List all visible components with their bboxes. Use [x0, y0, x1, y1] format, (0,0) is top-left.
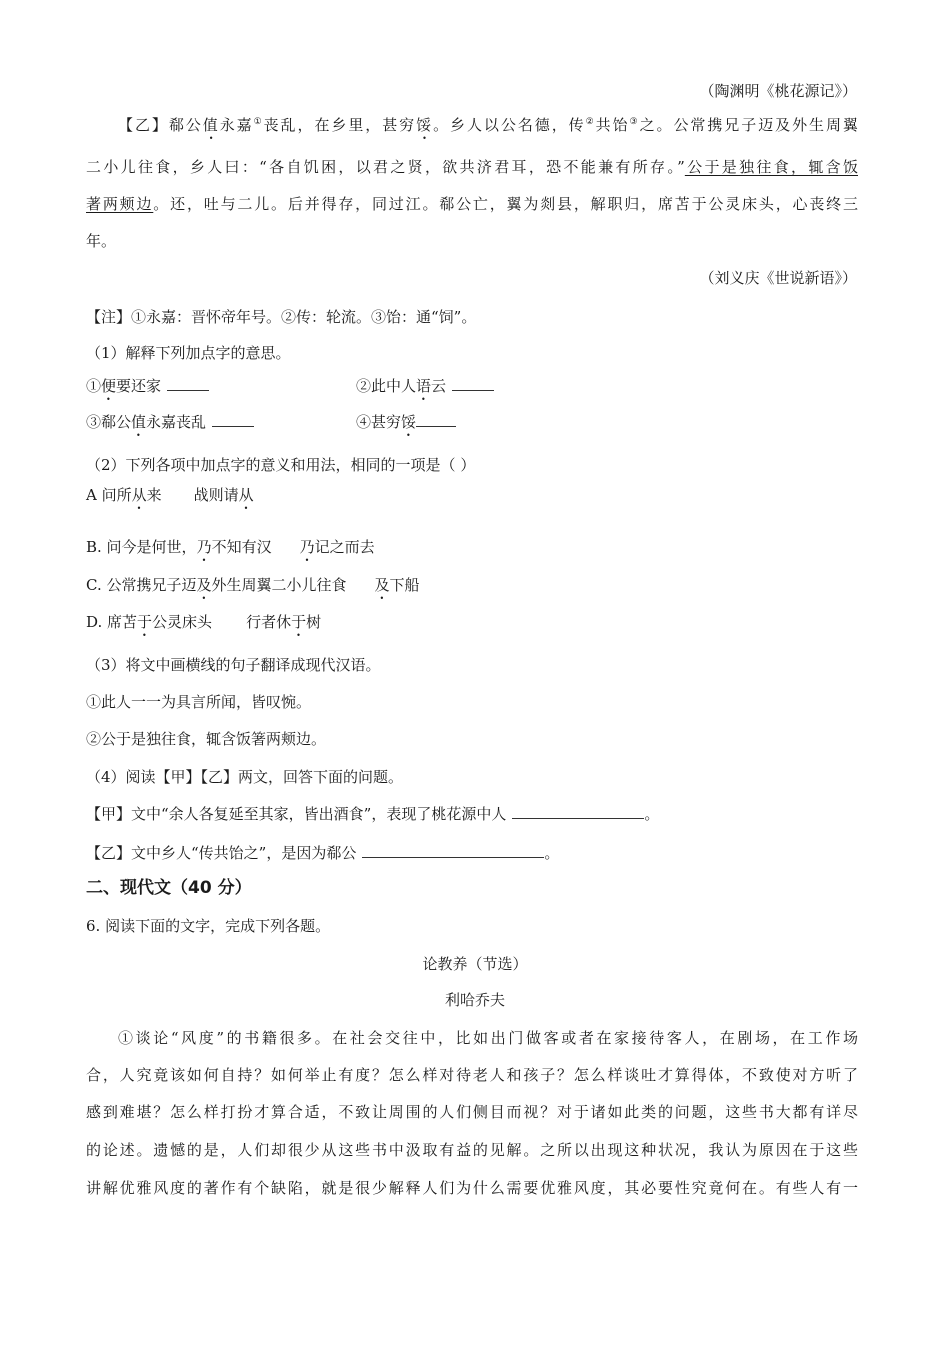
- question-1-item-b: [356, 376, 494, 404]
- option-c[interactable]: [86, 575, 420, 603]
- text: 外生周翼二小儿往食: [211, 576, 347, 594]
- question-3-item-b: ②公于是独往食，辄含饭箸两颊边。: [86, 730, 327, 748]
- passage-yi-line-2: [86, 157, 858, 177]
- answer-blank[interactable]: [167, 376, 209, 391]
- answer-blank[interactable]: [452, 376, 494, 391]
- text: 树: [306, 613, 322, 631]
- text: ③郗公: [86, 413, 132, 431]
- passage-yi-line-3: [86, 194, 858, 214]
- underlined-sentence: 著两颊边: [86, 195, 154, 213]
- dotted-char: 值: [202, 116, 220, 134]
- text: 永嘉丧乱: [146, 413, 207, 431]
- answer-blank[interactable]: [212, 412, 254, 427]
- text: ①: [86, 377, 102, 395]
- option-b[interactable]: [86, 537, 375, 565]
- text: ④甚穷: [356, 413, 402, 431]
- text: 公灵床头: [152, 613, 213, 631]
- text: A 问所: [86, 486, 132, 504]
- text: B. 问今是何世，: [86, 538, 197, 556]
- dotted-char: 于: [291, 613, 307, 631]
- text: 之。公常携兄子迈及外生周翼: [639, 116, 858, 134]
- dotted-char: 从: [131, 486, 147, 504]
- text: 。还，吐与二儿。后并得存，同过江。郗公亡，翼为剡县，解职归，席苫于公灵床头，心丧终三: [153, 195, 858, 213]
- essay-title: 论教养（节选）: [422, 955, 528, 973]
- answer-blank[interactable]: [512, 804, 644, 819]
- dotted-char: 语: [416, 377, 432, 395]
- passage-yi-line-1: [118, 115, 858, 143]
- essay-line-2: 合，人究竟该如何自持？如何举止有度？怎么样对待老人和孩子？怎么样谈吐才算得体，不致使对方听了: [86, 1066, 858, 1084]
- text: 战则请: [193, 486, 239, 504]
- text: 行者休: [246, 613, 292, 631]
- source-citation-yi: （刘义庆《世说新语》）: [699, 269, 857, 287]
- footnote-marker: ①: [253, 117, 264, 127]
- option-a[interactable]: [86, 485, 254, 513]
- text: 丧乱，在乡里，甚穷: [263, 116, 417, 134]
- text: 二小儿往食，乡人曰：“各自饥困，以君之贤，欲共济君耳，恐不能兼有所存。”: [86, 158, 685, 176]
- question-3-item-a: ①此人一一为具言所闻，皆叹惋。: [86, 693, 312, 711]
- question-2-stem: （2）下列各项中加点字的意义和用法，相同的一项是（ ）: [86, 456, 476, 474]
- footnote-marker: ②: [585, 117, 596, 127]
- source-citation-jia: （陶渊明《桃花源记》）: [699, 82, 857, 100]
- text: 永嘉: [219, 116, 254, 134]
- text: D. 席苫: [86, 613, 138, 631]
- text: 。: [644, 805, 660, 823]
- text: 记之而去: [314, 538, 375, 556]
- text: 下船: [389, 576, 420, 594]
- footnote-marker: ③: [629, 117, 640, 127]
- section-heading: 二、现代文（40 分）: [86, 878, 252, 898]
- underlined-sentence: 公于是独往食，辄含饭: [684, 158, 858, 176]
- annotation-notes: 【注】①永嘉：晋怀帝年号。②传：轮流。③饴：通“饲”。: [86, 308, 477, 326]
- question-4-item-a: [86, 804, 659, 824]
- text: 【乙】文中乡人“传共饴之”，是因为郗公: [86, 844, 357, 862]
- dotted-char: 从: [238, 486, 254, 504]
- dotted-char: 乃: [299, 538, 315, 556]
- question-1-item-d: [356, 412, 456, 440]
- passage-yi-line-4: 年。: [86, 232, 117, 250]
- text: 要还家: [116, 377, 162, 395]
- text: 【乙】郗公: [118, 116, 203, 134]
- answer-blank[interactable]: [416, 412, 456, 427]
- question-4-item-b: [86, 843, 559, 863]
- essay-line-1: ①谈论“风度”的书籍很多。在社会交往中，比如出门做客或者在家接待客人，在剧场，在工作场: [118, 1029, 858, 1047]
- text: 不知有汉: [211, 538, 272, 556]
- essay-line-5: 讲解优雅风度的著作有个缺陷，就是很少解释人们为什么需要优雅风度，其必要性究竟何在。有些人有一: [86, 1179, 858, 1197]
- text: 云: [431, 377, 447, 395]
- question-1-item-a: [86, 376, 209, 404]
- dotted-char: 馁: [416, 116, 434, 134]
- dotted-char: 便: [101, 377, 117, 395]
- dotted-char: 及: [196, 576, 212, 594]
- dotted-char: 馁: [401, 413, 417, 431]
- text: 来: [146, 486, 162, 504]
- question-1-item-c: [86, 412, 254, 440]
- text: C. 公常携兄子迈: [86, 576, 197, 594]
- essay-author: 利哈乔夫: [444, 991, 505, 1009]
- answer-blank[interactable]: [362, 843, 544, 858]
- question-1-stem: （1）解释下列加点字的意思。: [86, 344, 291, 362]
- question-3-stem: （3）将文中画横线的句子翻译成现代汉语。: [86, 656, 381, 674]
- question-4-stem: （4）阅读【甲】【乙】两文，回答下面的问题。: [86, 768, 404, 786]
- essay-line-4: 的论述。遗憾的是，人们却很少从这些书中汲取有益的见解。之所以出现这种状况，我认为原因在于这些: [86, 1141, 858, 1159]
- text: 。乡人以公名德，传: [433, 116, 586, 134]
- option-d[interactable]: [86, 612, 321, 640]
- dotted-char: 于: [137, 613, 153, 631]
- text: 共饴: [595, 116, 630, 134]
- essay-line-3: 感到难堪？怎么样打扮才算合适，不致让周围的人们侧目而视？对于诸如此类的问题，这些书大都有详尽: [86, 1103, 858, 1121]
- dotted-char: 值: [131, 413, 147, 431]
- dotted-char: 乃: [196, 538, 212, 556]
- text: ②此中人: [356, 377, 417, 395]
- text: 。: [544, 844, 560, 862]
- dotted-char: 及: [374, 576, 390, 594]
- text: 【甲】文中“余人各复延至其家，皆出酒食”，表现了桃花源中人: [86, 805, 507, 823]
- question-6-stem: 6. 阅读下面的文字，完成下列各题。: [86, 917, 331, 935]
